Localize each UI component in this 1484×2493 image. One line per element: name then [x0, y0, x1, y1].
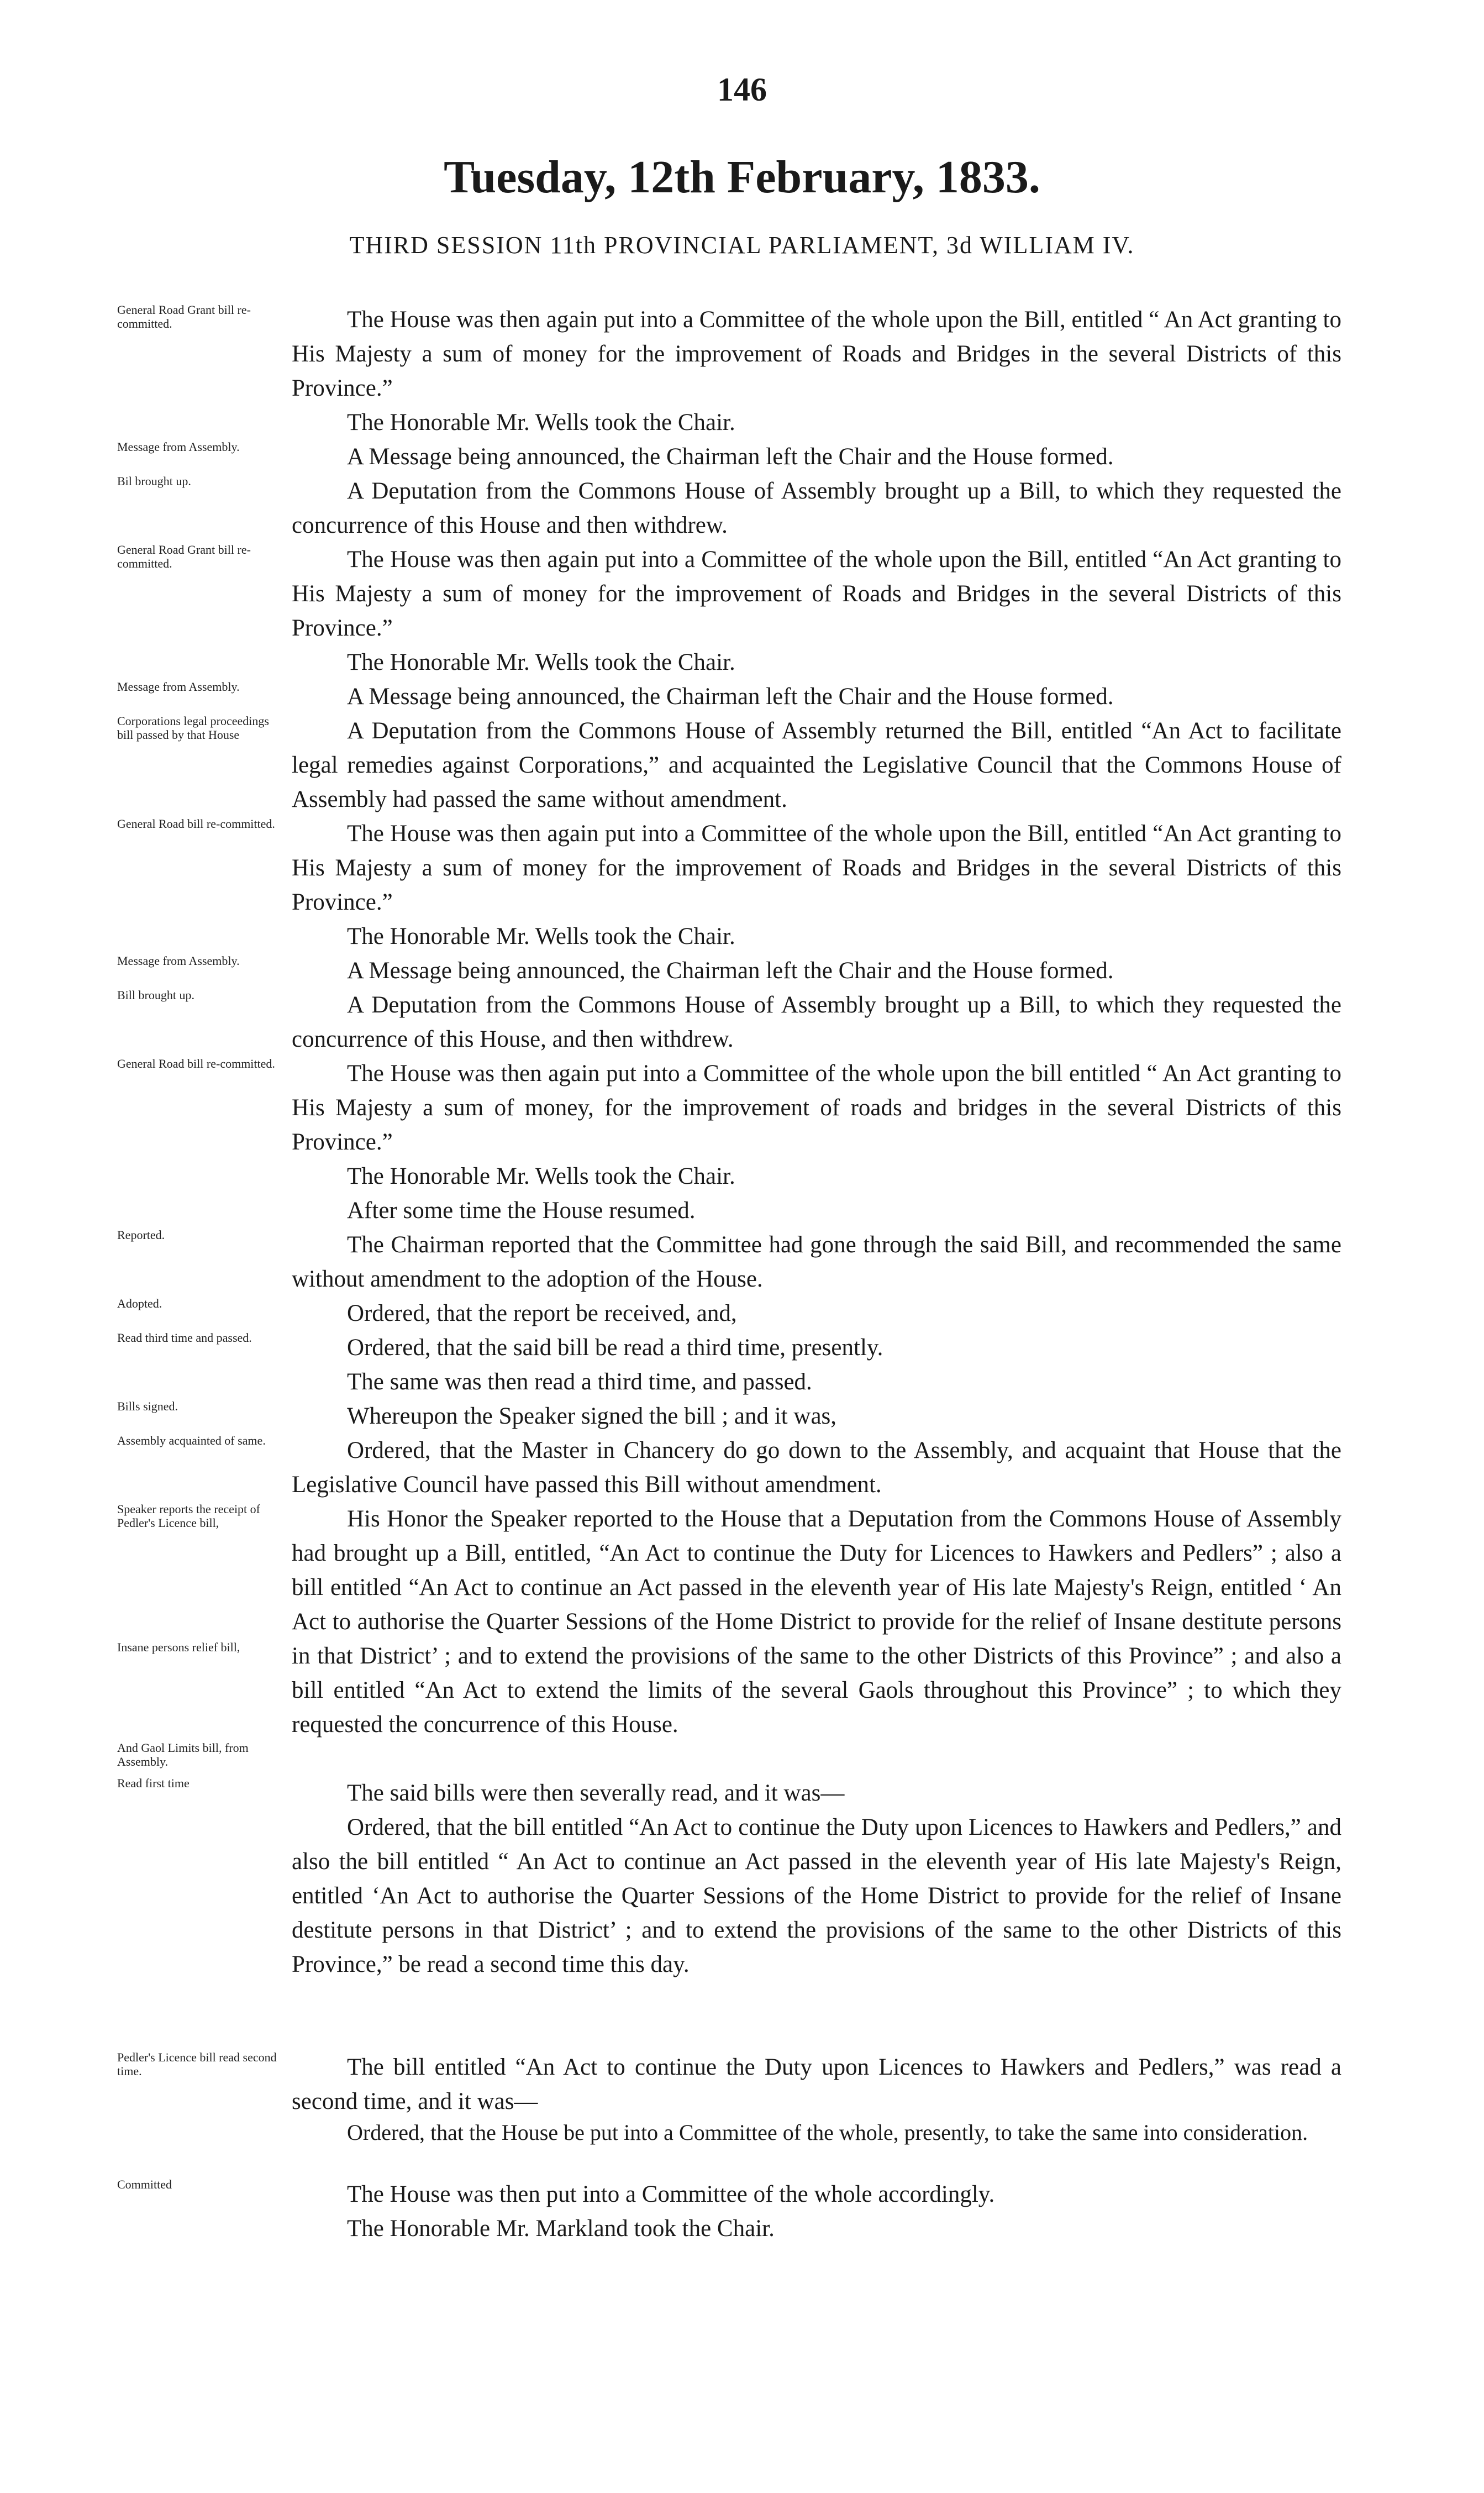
margin-note: General Road Grant bill re-committed.	[117, 543, 251, 570]
margin-note-gaol-bill: And Gaol Limits bill, from Assembly.	[117, 1741, 249, 1768]
paragraph: The House was then again put into a Committee of the whole upon the Bill, entitled “ An Act granting to His Majesty a sum of money for the improvement of Roads and Bridges in the several Districts of this Province.”	[292, 307, 1341, 401]
paragraph: The said bills were then severally read, and it was—	[347, 1780, 845, 1806]
margin-note: General Road bill re-committed.	[117, 817, 275, 831]
paragraph: After some time the House resumed.	[347, 1198, 696, 1224]
margin-note: Read third time and passed.	[117, 1331, 252, 1345]
margin-note: Speaker reports the receipt of Pedler's Licence bill,	[117, 1502, 260, 1530]
margin-note: General Road bill re-committed.	[117, 1057, 275, 1070]
page-number: 146	[717, 71, 767, 108]
paragraph: Ordered, that the report be received, and,	[347, 1300, 737, 1326]
session-heading: THIRD SESSION 11th PROVINCIAL PARLIAMENT, 3d WILLIAM IV.	[349, 232, 1135, 259]
margin-note: General Road Grant bill re-committed.	[117, 303, 251, 330]
paragraph: A Message being announced, the Chairman left the Chair and the House formed.	[347, 444, 1114, 470]
date-heading: Tuesday, 12th February, 1833.	[444, 151, 1040, 203]
margin-note: Bil brought up.	[117, 474, 191, 488]
margin-note: Bills signed.	[117, 1399, 178, 1413]
paragraph: The Honorable Mr. Wells took the Chair.	[347, 410, 735, 435]
paragraph: The House was then again put into a Committee of the whole upon the Bill, entitled “An Act granting to His Majesty a sum of money for the improvement of Roads and Bridges in the several Districts of this Province.”	[292, 821, 1341, 915]
paragraph: Ordered, that the said bill be read a third time, presently.	[347, 1335, 883, 1361]
paragraph: The Honorable Mr. Wells took the Chair.	[347, 923, 735, 949]
paragraph: The same was then read a third time, and passed.	[347, 1369, 812, 1395]
paragraph: The Chairman reported that the Committee had gone through the said Bill, and recommended the same without amendment to the adoption of the House.	[292, 1232, 1341, 1292]
paragraph: A Deputation from the Commons House of Assembly returned the Bill, entitled “An Act to facilitate legal remedies against Corporations,” and acquainted the Legislative Council that the Commons House of Assembly had passed the same without amendment.	[292, 718, 1341, 812]
paragraph: A Deputation from the Commons House of Assembly brought up a Bill, to which they requested the concurrence of this House and then withdrew.	[292, 478, 1341, 538]
paragraph: The bill entitled “An Act to continue the Duty upon Licences to Hawkers and Pedlers,” was read a second time, and it was—	[292, 2054, 1341, 2114]
paragraph: His Honor the Speaker reported to the House that a Deputation from the Commons House of Assembly had brought up a Bill, entitled, “An Act to continue the Duty for Licences to Hawkers and Pedlers” ; also a bill entitled “An Act to continue an Act passed in the eleventh year of His late Majesty's Reign, entitled ‘ An Act to authorise the Quarter Sessions of the Home District to provide for the relief of Insane destitute persons in that District’ ; and to extend the provisions of the same to the other Districts of this Province” ; and also a bill entitled “An Act to extend the limits of the several Gaols throughout this Province” ; to which they requested the concurrence of this House.	[292, 1506, 1341, 1738]
margin-note: Assembly acquainted of same.	[117, 1434, 266, 1447]
margin-note: Read first time	[117, 1776, 190, 1790]
margin-note: Message from Assembly.	[117, 440, 240, 454]
paragraph: Ordered, that the House be put into a Committee of the whole, presently, to take the same into consideration.	[347, 2120, 1308, 2145]
margin-note: Message from Assembly.	[117, 954, 240, 968]
paragraph: A Message being announced, the Chairman left the Chair and the House formed.	[347, 958, 1114, 984]
margin-note: Corporations legal proceedings bill passed by that House	[117, 714, 269, 742]
margin-note: Adopted.	[117, 1297, 162, 1310]
paragraph: The Honorable Mr. Wells took the Chair.	[347, 1163, 735, 1189]
paragraph: The Honorable Mr. Markland took the Chair.	[347, 2216, 775, 2242]
paragraph: The Honorable Mr. Wells took the Chair.	[347, 649, 735, 675]
paragraph: The House was then again put into a Committee of the whole upon the Bill, entitled “An Act granting to His Majesty a sum of money for the improvement of Roads and Bridges in the several Districts of this Province.”	[292, 547, 1341, 641]
margin-note: Reported.	[117, 1228, 165, 1242]
margin-note: Message from Assembly.	[117, 680, 240, 694]
paragraph: Ordered, that the bill entitled “An Act to continue the Duty upon Licences to Hawkers and Pedlers,” and also the bill entitled “ An Act to continue an Act passed in the eleventh year of His late Majesty's Reign, entitled ‘An Act to authorise the Quarter Sessions of the Home District to provide for the relief of Insane destitute persons in that District’ ; and to extend the provisions of the same to the other Districts of this Province,” be read a second time this day.	[292, 1814, 1341, 1977]
margin-note: Bill brought up.	[117, 988, 194, 1002]
margin-note: Pedler's Licence bill read second time.	[117, 2050, 277, 2078]
margin-note-insane-bill: Insane persons relief bill,	[117, 1640, 240, 1654]
paragraph: A Deputation from the Commons House of Assembly brought up a Bill, to which they requested the concurrence of this House, and then withdrew.	[292, 992, 1341, 1052]
paragraph: Ordered, that the Master in Chancery do go down to the Assembly, and acquaint that House that the Legislative Council have passed this Bill without amendment.	[292, 1437, 1341, 1498]
paragraph: The House was then put into a Committee of the whole accordingly.	[347, 2181, 995, 2207]
paragraph: A Message being announced, the Chairman left the Chair and the House formed.	[347, 684, 1114, 710]
paragraph: Whereupon the Speaker signed the bill ; and it was,	[347, 1403, 837, 1429]
paragraph: The House was then again put into a Committee of the whole upon the bill entitled “ An Act granting to His Majesty a sum of money, for the improvement of roads and bridges in the several Districts of this Province.”	[292, 1061, 1341, 1155]
margin-note: Committed	[117, 2177, 172, 2191]
